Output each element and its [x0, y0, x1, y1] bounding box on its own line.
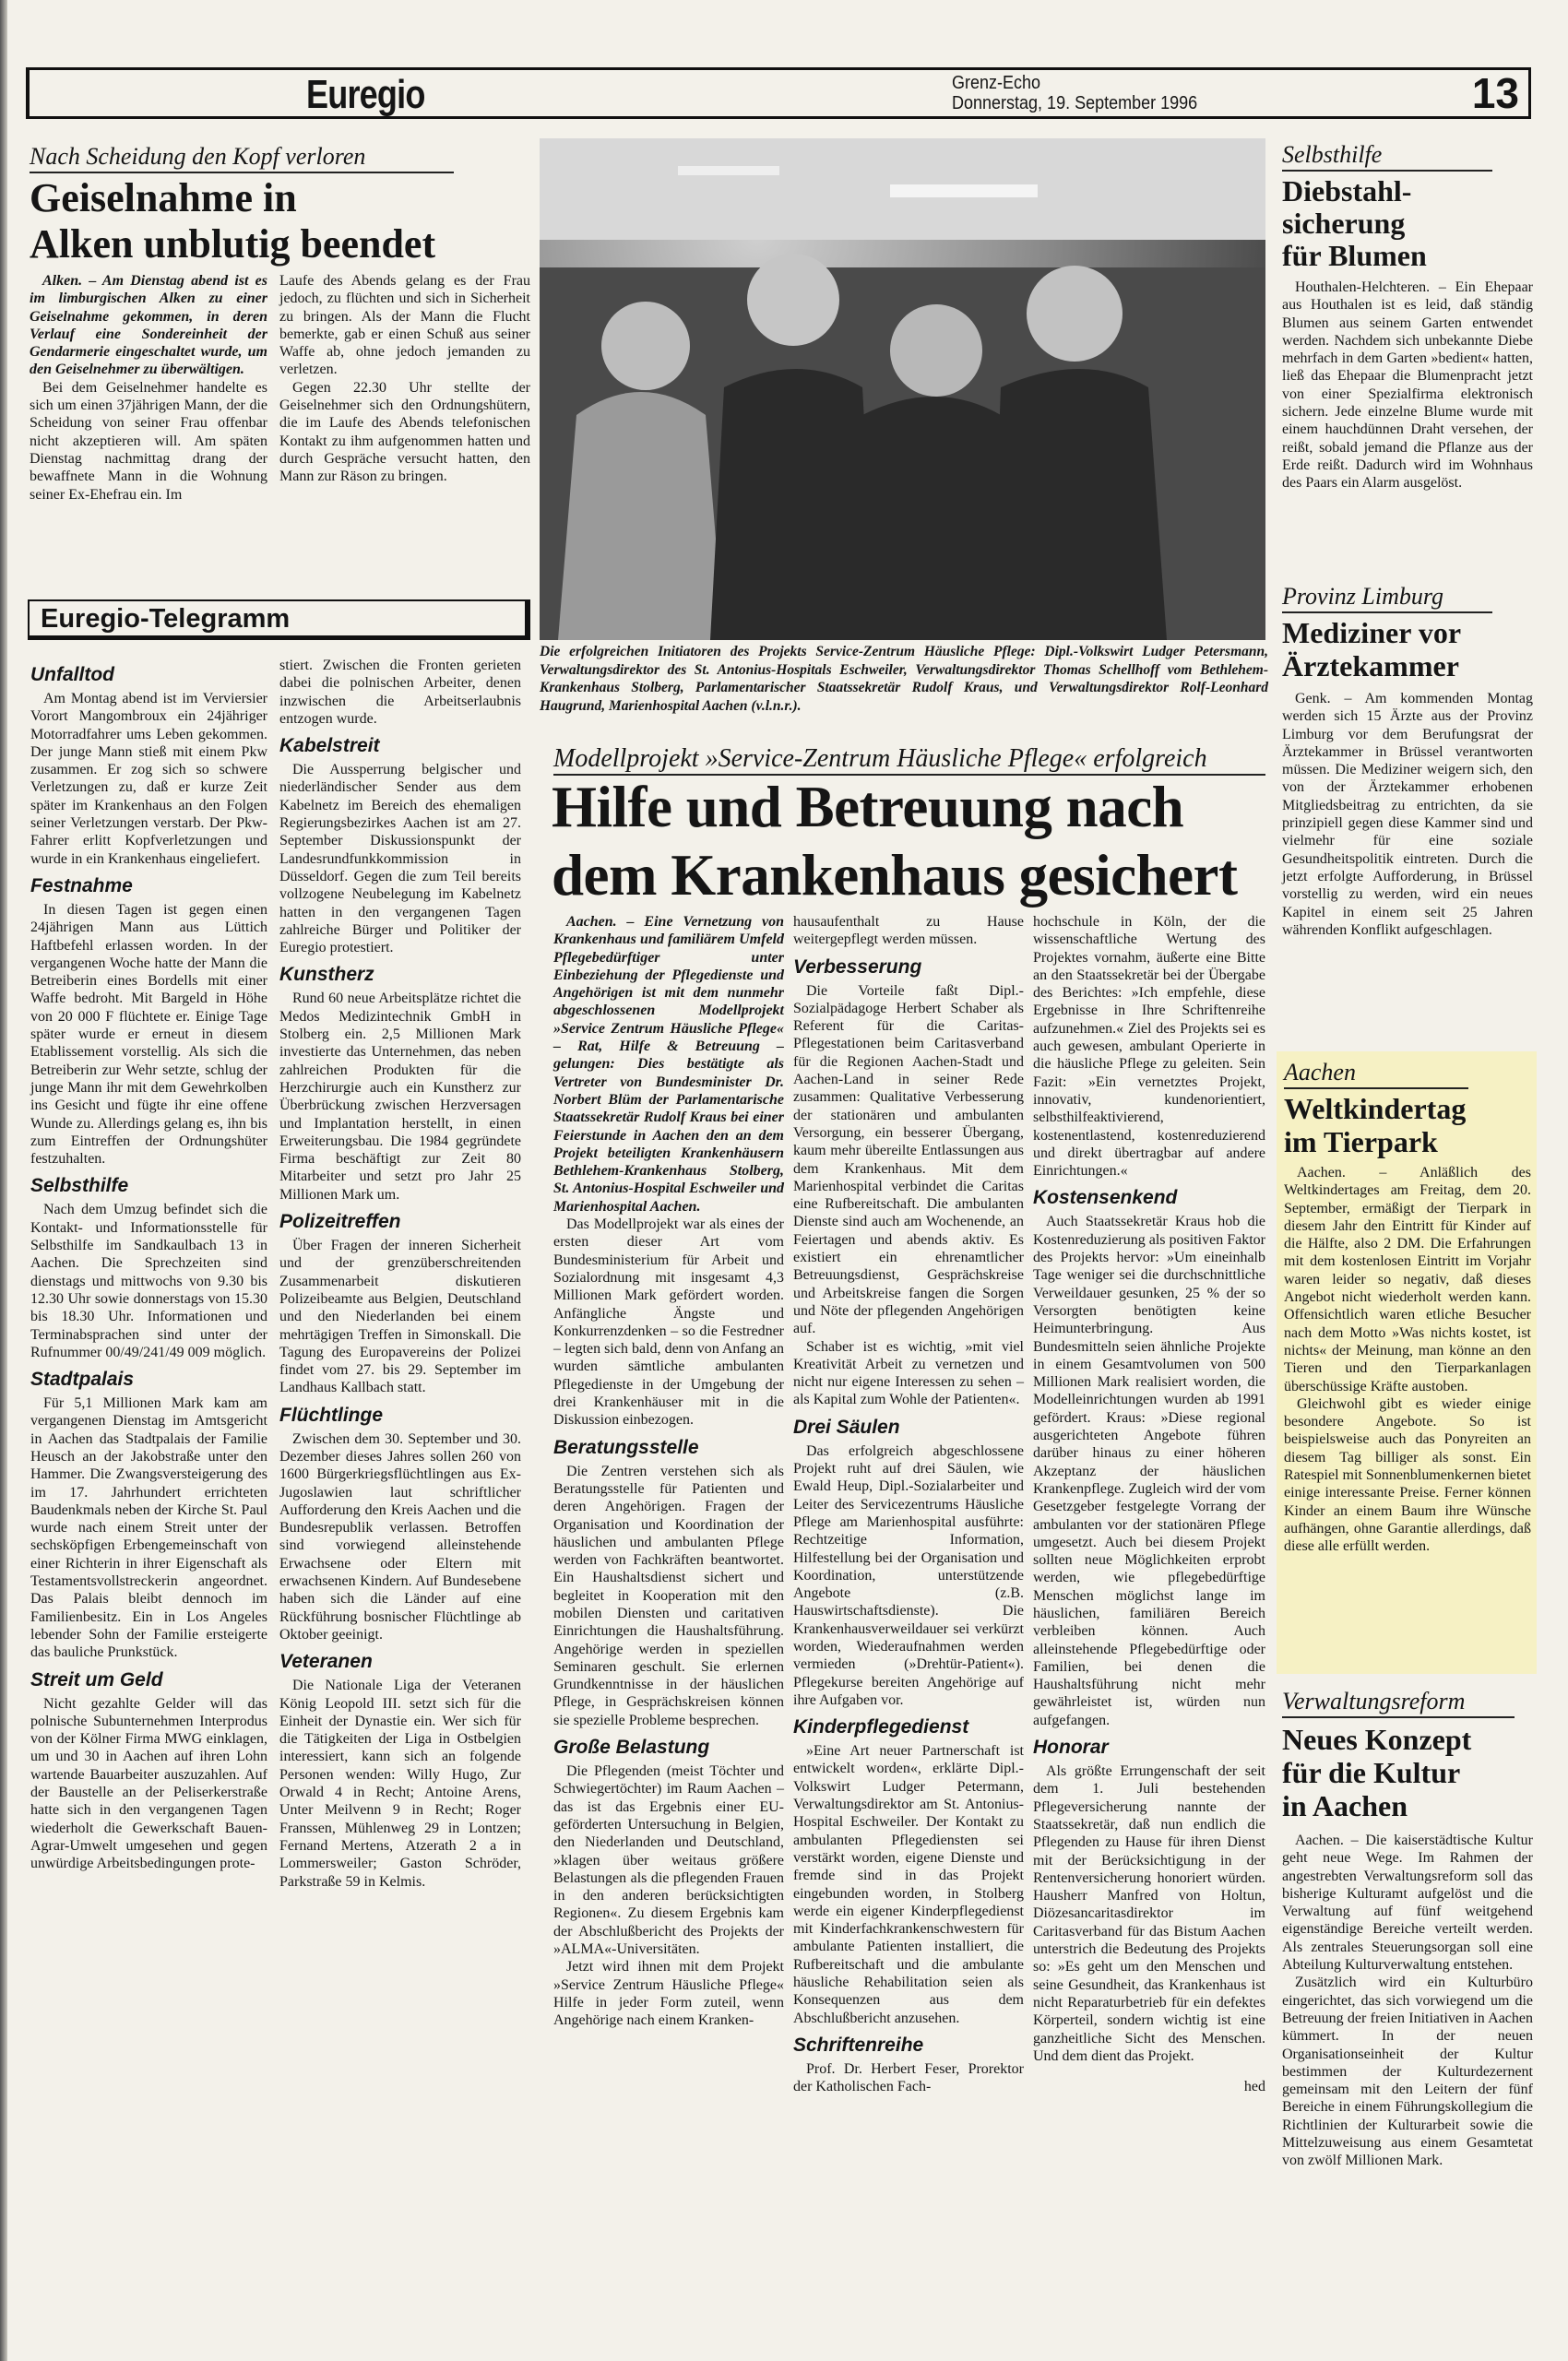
subheading: Festnahme — [30, 874, 133, 896]
article-column — [279, 272, 530, 486]
paragraph: Zusätzlich wird ein Kulturbüro eingerichtet, das sich vorwiegend um die Betreuung der freien Initiativen in Aachen kümmert. In der neuen Organisationseinheit der Kultur bestimmen der Kulturdezernent gemeinsam mit den Leitern der fünf Bereiche in einem Führungskollegium die Richtlinien der Kulturarbeit sowie die Mittelzuweisung aus einem Gesamtetat von zwölf Millionen Mark. — [1282, 1975, 1533, 2169]
subheading: Schriftenreihe — [793, 2034, 924, 2056]
paragraph: Das erfolgreich abgeschlossene Projekt ruht auf drei Säulen, wie Ewald Heup, Dipl.-Sozialarbeiter und Leiter des Servicezentrums Häusliche Pflege am Marienhospital ausführte: Rechtzeitige Information, Hilfestellung bei der Organisation und Koordination, unterstützende Angebote (z.B. Hauswirtschaftsdienste). Die Krankenhausverweildauer sei verkürzt worden, Wiederaufnahmen werden vermieden (»Drehtür-Patient«). Pflegekurse bereiten Angehörige auf ihre Aufgaben vor. — [793, 1442, 1024, 1708]
paper-name-date — [952, 73, 1197, 113]
article-column — [1282, 1832, 1533, 2170]
paragraph: Alken. – Am Dienstag abend ist es im limburgischen Alken zu einer Geiselnahme gekommen, in deren Verlauf eine Sondereinheit der Gendarmerie eingeschaltet wurde, um den Geiselnehmer zu überwältigen. — [30, 273, 267, 378]
paragraph: Aachen. – Die kaiserstädtische Kultur geht neue Wege. Im Rahmen der angestrebten Verwaltungsreform soll das bisherige Kulturamt aufgelöst und die Verwaltung auf fünf weitgehend eigenständige Bereiche verteilt werden. Als zentrales Steuerungsorgan soll eine Abteilung Kulturverwaltung entstehen. — [1282, 1833, 1533, 1974]
paragraph: Prof. Dr. Herbert Feser, Prorektor der Katholischen Fach- — [793, 2060, 1024, 2095]
paragraph: Nach dem Umzug befindet sich die Kontakt- und Informationsstelle für Selbsthilfe im Sandkaulbach 13 in Aachen. Die Sprechzeiten sind dienstags und mittwochs von 9.30 bis 12.30 Uhr sowie donnerstags von 15.30 bis 18.30 Uhr. Informationen und Terminabsprachen sind unter der Rufnummer 00/49/241/49 009 möglich. — [30, 1202, 267, 1360]
telegramm-title: Euregio-Telegramm — [41, 604, 291, 634]
article-column — [793, 913, 1024, 2096]
paper-name: Grenz-Echo — [952, 73, 1041, 93]
headline-selbsthilfe: Diebstahl- sicherung für Blumen — [1282, 174, 1427, 272]
paragraph: Auch Staatssekretär Kraus hob die Kostenreduzierung als positiven Faktor des Projekts hervor: »Um eineinhalb Tage weniger sei die durchschnittliche Verweildauer gesunken, 25 % der so Versorgten benötigten keine Heimunterbringung. Aus Bundesmitteln seien ähnliche Projekte in einem Gesamtvolumen von 500 Millionen Mark realisiert worden, die Modelleinrichtungen wurden ab 1991 gefördert. Kraus: »Diese regional ausgerichteten Angebote führen darüber hinaus zu einer höheren Akzeptanz der häuslichen Krankenpflege. Zugleich wird der vom Gesetzgeber festgelegte Vorrang der ambulanten vor der stationären Pflege umgesetzt. Auch bei diesem Projekt sollten neue Möglichkeiten erprobt werden, wie pflegebedürftige Menschen möglichst lange im häuslichen, familiären Bereich verbleiben können. Auch alleinstehende Pflegebedürftige oder Familien, bei denen die Haushaltsführung nicht mehr gewährleistet ist, würden nun aufgefangen. — [1033, 1214, 1265, 1728]
paragraph: Die Aussperrung belgischer und niederländischer Sender aus dem Kabelnetz im Bereich des ehemaligen Regierungsbezirkes Aachen ist am 27. September Diskussionspunkt der Landesrundfunkkommission in Düsseldorf. Gegen die zum Teil bereits vollzogene Neubelegung im Kabelnetz hatten in den vergangenen Tagen zahlreiche Bürger und Politiker der Euregio protestiert. — [279, 762, 521, 956]
paragraph: »Eine Art neuer Partnerschaft ist entwickelt worden«, erklärte Dipl.-Volkswirt Ludger Petermann, Verwaltungsdirektor am St. Antonius-Hospital Eschweiler. Der Kontakt zu ambulanten Pflegediensten sei verstärkt worden, eigene Dienste und fremde sind in das Projekt eingebunden worden, in Stolberg werde ein eigener Kinderpflegedienst mit Kinderfachkrankenschwestern für ambulante Patienten installiert, die Rufbereitschaft und die ambulante häusliche Rehabilitation seien als Konsequenzen aus dem Abschlußbericht anzusehen. — [793, 1743, 1024, 2026]
subheading: Selbsthilfe — [30, 1175, 129, 1197]
paragraph: Gleichwohl gibt es wieder einige besondere Angebote. So ist beispielsweise auch das Ponyreiten an diesem Tag billiger als sonst. Ein Ratespiel mit Sonnenblumenkernen bietet einige interessante Preise. Ferner können Kinder an einem Baum ihre Wünsche aufhängen, ohne Garantie allerdings, daß diese alle erfüllt werden. — [1284, 1395, 1531, 1555]
paragraph: Am Montag abend ist im Verviersier Vorort Mangombroux ein 24jähriger Motorradfahrer ums Leben gekommen. Der junge Mann stieß mit einem Pkw zusammen. Er zog sich so schwere Verletzungen zu, daß er kurze Zeit später im Krankenhaus an den Folgen seiner Verletzungen verstarb. Der Pkw-Fahrer erlitt Kopfverletzungen und wurde in ein Krankenhaus eingeliefert. — [30, 691, 267, 867]
author-signature: hed — [1243, 2079, 1265, 2095]
telegramm-column — [30, 657, 267, 1873]
paragraph: Aachen. – Anläßlich des Weltkindertages am Freitag, dem 20. September, ermäßigt der Tierpark in diesem Jahr den Eintritt für Kinder auf die Hälfte, also 2 DM. Die Erfahrungen mit dem kostenlosen Eintritt im Vorjahr waren leider so negativ, daß dieses Angebot nicht wiederholt werden kann. Offensichtlich waren etliche Besucher nach dem Motto »Was nichts kostet, ist nichts« der Meinung, man könne an den Tieren und den Tierparkanlagen überschüssige Kräfte austoben. — [1284, 1165, 1531, 1394]
paragraph: In diesen Tagen ist gegen einen 24jährigen Mann aus Lüttich Haftbefehl erlassen worden. In der vergangenen Woche hatte der Mann die Betreiberin eines Bordells mit einer Waffe bedroht. Mit Bargeld in Höhe von 20 000 F flüchtete er. Einige Tage später wurde er erneut in diesem Etablissement vorstellig. Als sich die Betreiberin zur Wehr setzte, schlug der junge Mann ihr mit dem Gewehrkolben ins Gesicht und fügte ihr eine offene Wunde zu. Allerdings gelang es, ihn bis zum Eintreffen der Ordnungshüter festzuhalten. — [30, 901, 267, 1168]
subheading: Flüchtlinge — [279, 1404, 383, 1426]
masthead — [26, 67, 1531, 119]
article-column — [1284, 1164, 1531, 1556]
subheading: Kinderpflegedienst — [793, 1716, 969, 1738]
subheading: Beratungsstelle — [553, 1436, 699, 1458]
photo-image — [540, 138, 1265, 640]
photo-caption: Die erfolgreichen Initiatoren des Projekts Service-Zentrum Häusliche Pflege: Dipl.-Volkswirt Ludger Petersmann, Verwaltungsdirektor des St. Antonius-Hospitals Eschweiler, Verwaltungsdirektor Thomas Schellhoff vom Bethlehem-Krankenhaus Stolberg, Parlamentarischer Staatssekretär Rudolf Kraus, und Verwaltungsdirektor Rolf-Leonhard Haugrund, Marienhospital Aachen (v.l.n.r.). — [540, 644, 1268, 714]
paragraph: Die Zentren verstehen sich als Beratungsstelle für Patienten und deren Angehörigen. Fragen der Organisation und Koordination der häuslichen und ambulanten Pflege werden von Fachkräften beantwortet. Ein Haushaltsdienst sichert und begleitet in Kooperation mit den mobilen Diensten und caritativen Einrichtungen die Haushaltsführung. Angehörige werden in speziellen Seminaren geschult. Sie erlernen Grundkenntnisse in der häuslichen Pflege, in Gesprächskreisen können sie spezielle Probleme besprechen. — [553, 1463, 784, 1728]
paragraph: Die Nationale Liga der Veteranen König Leopold III. setzt sich für die Einheit der Dynastie ein. Wer sich für die Tätigkeiten der Liga in Ostbelgien interessiert, kann sich an folgende Personen wenden: Willy Hugo, Zur Orwald 4 in Recht; Antoine Arens, Unter Meilvenn 9 in Recht; Roger Franssen, Mühlenweg 29 in Lontzen; Fernand Mertens, Atzerath 2 a in Lommersweiler; Gaston Schröder, Parkstraße 59 in Kelmis. — [279, 1678, 521, 1890]
kicker-alken: Nach Scheidung den Kopf verloren — [30, 143, 454, 173]
subheading: Drei Säulen — [793, 1416, 900, 1438]
telegramm-header — [28, 599, 530, 640]
subheading: Stadtpalais — [30, 1369, 135, 1391]
kicker-limburg: Provinz Limburg — [1282, 583, 1492, 613]
subheading: Verbesserung — [793, 955, 922, 978]
paragraph: Genk. – Am kommenden Montag werden sich 15 Ärzte aus der Provinz Limburg vor dem Berufungsrat der Ärztekammer in Brüssel verantworten müssen. Die Mediziner weigern sich, den von der Ärztekammer erhobenen Mitgliedsbeitrag zu entrichten, da sie prinzipiell gegen diese Kammer sind und vielmehr für eine soziale Gesundheitspolitik eintreten. Durch die jetzt erfolgte Aufforderung, in Brüssel vorstellig zu werden, wird ein neues Kapitel in einem seit 25 Jahren währenden Konflikt aufgeschlagen. — [1282, 691, 1533, 938]
headline-aachen: Weltkindertag im Tierpark — [1284, 1092, 1467, 1158]
paragraph: Schaber ist es wichtig, »mit viel Kreativität Arbeit zu vernetzen und nicht nur eigene Interessen zu sehen – als Kapital zum Wohle der Patienten«. — [793, 1338, 1024, 1408]
subheading: Honorar — [1033, 1737, 1109, 1759]
section-title: Euregio — [306, 72, 425, 117]
article-column — [1033, 913, 1265, 2095]
paragraph: Zwischen dem 30. September und 30. Dezember dieses Jahres sollen 260 von 1600 Bürgerkriegsflüchtlingen aus Ex-Jugoslawien laut schriftlicher Aufforderung den Kreis Aachen und die Bundesrepublik verlassen. Betroffen sind vorwiegend alleinstehende Erwachsene oder Eltern mit erwachsenen Kindern. Auf Bundesebene haben sich die Länder auf eine Rückführung bosnischer Flüchtlinge ab Oktober geeinigt. — [279, 1430, 521, 1643]
paragraph: Das Modellprojekt war als eines der ersten dieser Art vom Bundesministerium für Arbeit und Sozialordnung mit insgesamt 4,3 Millionen Mark gefördert worden. Anfängliche Ängste und Konkurrenzdenken – so die Festredner – legten sich bald, denn von Anfang an wurden sämtliche ambulanten Pflegedienste in der Umgebung der drei Krankenhäuser mit in die Diskussion einbezogen. — [553, 1216, 784, 1429]
subheading: Kunstherz — [279, 964, 374, 986]
kicker-aachen: Aachen — [1284, 1059, 1468, 1089]
headline-kultur: Neues Konzept für die Kultur in Aachen — [1282, 1723, 1472, 1822]
headline-main: Hilfe und Betreuung nach dem Krankenhaus gesichert — [552, 775, 1238, 908]
article-column — [553, 913, 784, 2030]
paragraph: Jetzt wird ihnen mit dem Projekt »Service Zentrum Häusliche Pflege« Hilfe in jeder Form zuteil, wenn Angehörige nach einem Kranken- — [553, 1959, 784, 2029]
group-photo — [540, 138, 1265, 640]
article-column — [1282, 279, 1533, 492]
subheading: Streit um Geld — [30, 1668, 163, 1691]
page-edge — [0, 0, 7, 2361]
subheading: Veteranen — [279, 1651, 373, 1673]
telegramm-column — [279, 657, 521, 1891]
paragraph: hausaufenthalt zu Hause weitergepflegt werden müssen. — [793, 914, 1024, 948]
paragraph: Bei dem Geiselnehmer handelte es sich um einen 37jährigen Mann, der die Scheidung von seiner Frau offenbar nicht akzeptieren will. Am späten Dienstag nachmittag drang der bewaffnete Mann in die Wohnung seiner Ex-Ehefrau ein. Im — [30, 379, 267, 503]
paragraph: Als größte Errungenschaft der seit dem 1. Juli bestehenden Pflegeversicherung nannte der Staatssekretär, daß nun endlich die Pflegenden zu Hause für ihren Dienst mit der Berücksichtigung in der Rentenversicherung honoriert würden. Hausherr Manfred von Holtun, Diözesancaritasdirektor im Caritasverband für das Bistum Aachen unterstrich die Bedeutung des Projekts so: »Es geht um den Menschen und seine Gesundheit, das Krankenhaus ist nicht Reparaturbetrieb für ein defektes Körperteil, sondern wichtig ist eine ganzheitliche Sicht des Menschen. Und dem dient das Projekt. — [1033, 1763, 1265, 2064]
paragraph: Für 5,1 Millionen Mark kam am vergangenen Dienstag im Amtsgericht in Aachen das Stadtpalais der Familie Heusch an der Jakobstraße unter den Hammer. Die Zwangsversteigerung des im 17. Jahrhundert errichteten Baudenkmals neben der Kirche St. Paul wurde nach einem Streit unter der sechsköpfigen Erbengemeinschaft von einer Richterin in ihrer Eigenschaft als Testamentsvollstreckerin angeordnet. Das Palais bleibt dennoch im Familienbesitz. Ein in Los Angeles lebender Sohn der Familie ersteigerte das bauliche Prunkstück. — [30, 1395, 267, 1661]
subheading: Kostensenkend — [1033, 1187, 1178, 1209]
paragraph: Über Fragen der inneren Sicherheit und der grenzüberschreitenden Zusammenarbeit diskutieren Polizeibeamte aus Belgien, Deutschland und den Niederlanden bei einem mehrtägigen Treffen in Simonskall. Die Tagung des Europavereins der Polizei findet vom 27. bis 29. September im Landhaus Kallbach statt. — [279, 1238, 521, 1396]
subheading: Polizeitreffen — [279, 1211, 401, 1233]
paragraph: Die Vorteile faßt Dipl.-Sozialpädagoge Herbert Schaber als Referent für die Caritas-Pflegestationen beim Caritasverband für die Regionen Aachen-Stadt und Aachen-Land in seiner Rede zusammen: Qualitative Verbesserung der stationären und ambulanten Versorgung, ein besserer Übergang, kaum mehr übereilte Entlassungen aus dem Krankenhaus. Mit dem Marienhospital verbindet die Caritas eine Rufbereitschaft. Die ambulanten Dienste sind auch am Wochenende, an Feiertagen und abends aktiv. Es existiert ein ehrenamtlicher Betreuungsdienst, Gesprächskreise und Arbeitskreise fangen die Sorgen und Nöte der pflegenden Angehörigen auf. — [793, 982, 1024, 1337]
paragraph: hochschule in Köln, der die wissenschaftliche Wertung des Projektes vornahm, äußerte eine Bitte an den Staatssekretär bei der Übergabe des Berichtes: »Ich empfehle, diese Ergebnisse in Ihre Schriftenreihe aufzunehmen.« Ziel des Projekts sei es auch gewesen, ambulant Operierte in die häusliche Pflege zu geleiten. Sein Fazit: »Ein vernetztes Projekt, innovativ, kundenorientiert, selbsthilfeaktivierend, kostenentlastend, kostenreduzierend und direkt übertragbar auf andere Einrichtungen.« — [1033, 914, 1265, 1180]
paragraph: Nicht gezahlte Gelder will das polnische Subunternehmen Interprodus von der Kölner Firma MWG einklagen, um und 30 in Aachen auf ihren Lohn wartende Bauarbeiter auszuzahlen. Auf der Baustelle an der Peliserkerstraße hatte sich in den vergangenen Tagen wiederholt die Gewerkschaft Bauen-Agrar-Umwelt umgesehen und gegen unwürdige Arbeitsbedingungen prote- — [30, 1695, 267, 1872]
paragraph: Rund 60 neue Arbeitsplätze richtet die Medos Medizintechnik GmbH in Stolberg ein. 2,5 Millionen Mark investierte das Unternehmen, das neben zahlreichen Produkten für die Herzchirurgie auch ein Kunstherz zur Überbrückung zwischen Herzversagen und Implantation herstellt, in einen Erweiterungsbau. Die 1984 gegründete Firma beschäftigt zur Zeit 80 Mitarbeiter und setzt pro Jahr 25 Millionen Mark um. — [279, 991, 521, 1203]
issue-date: Donnerstag, 19. September 1996 — [952, 93, 1198, 113]
headline-alken: Geiselnahme in Alken unblutig beendet — [30, 175, 436, 267]
paragraph: Houthalen-Helchteren. – Ein Ehepaar aus Houthalen ist es leid, daß ständig Blumen aus seinem Garten entwendet werden. Nachdem sich unbekannte Diebe mehrfach in dem Garten »bedient« hatten, ließ das Ehepaar die Blumenpracht jetzt von einer Spezialfirma elektronisch sichern. Jede einzelne Blume wurde mit einem hauchdünnen Draht versehen, der reißt, sobald jemand die Pflanze aus der Erde reißt. Dadurch wird im Wohnhaus des Paars ein Alarm ausgelöst. — [1282, 279, 1533, 492]
article-column — [1282, 690, 1533, 939]
subheading: Große Belastung — [553, 1737, 710, 1759]
paragraph: Laufe des Abends gelang es der Frau jedoch, zu flüchten und sich in Sicherheit zu bringen. Als der Mann die Flucht bemerkte, gab er einen Schuß aus seiner Waffe ab, ohne jedoch jemanden zu verletzen. — [279, 273, 530, 378]
subheading: Kabelstreit — [279, 735, 380, 757]
article-column — [30, 272, 267, 504]
paragraph: Die Pflegenden (meist Töchter und Schwiegertöchter) im Raum Aachen – das ist das Ergebnis einer EU-geförderten Untersuchung in Belgien, den Niederlanden und Deutschland, »klagen über weitaus größere Belastungen als die pflegenden Frauen in den anderen berücksichtigten Regionen«. Zu diesem Ergebnis kam der Abschlußbericht des Projekts der »ALMA«-Universitäten. — [553, 1763, 784, 1958]
kicker-selbsthilfe: Selbsthilfe — [1282, 141, 1492, 172]
kicker-main: Modellprojekt »Service-Zentrum Häusliche Pflege« erfolgreich — [553, 745, 1265, 776]
headline-limburg: Mediziner vor Ärztekammer — [1282, 616, 1462, 682]
paragraph: stiert. Zwischen die Fronten gerieten dabei die polnischen Arbeiter, denen inzwischen die Arbeitserlaubnis entzogen wurde. — [279, 658, 521, 727]
paragraph: Aachen. – Eine Vernetzung von Krankenhaus und familiärem Umfeld Pflegebedürftiger unter Einbeziehung der Pflegedienste und Angehörigen ist mit dem nunmehr abgeschlossenen Modellprojekt »Service Zentrum Häusliche Pflege« – Rat, Hilfe & Betreuung – gelungen: Dies bestätigte als Vertreter von Bundesminister Dr. Norbert Blüm der Parlamentarische Staatssekretär Rudolf Kraus bei einer Feierstunde in Aachen den an dem Projekt beteiligten Krankenhäusern Bethlehem-Krankenhaus Stolberg, St. Antonius-Hospital Eschweiler und Marienhospital Aachen. — [553, 914, 784, 1215]
page-number: 13 — [1471, 69, 1519, 117]
kicker-kultur: Verwaltungsreform — [1282, 1688, 1515, 1718]
subheading: Unfalltod — [30, 664, 114, 685]
paragraph: Gegen 22.30 Uhr stellte der Geiselnehmer sich den Ordnungshütern, die im Laufe des Abends telefonischen Kontakt zu ihm aufgenommen hatten und durch Gespräche versucht hatten, den Mann zur Räson zu bringen. — [279, 379, 530, 485]
